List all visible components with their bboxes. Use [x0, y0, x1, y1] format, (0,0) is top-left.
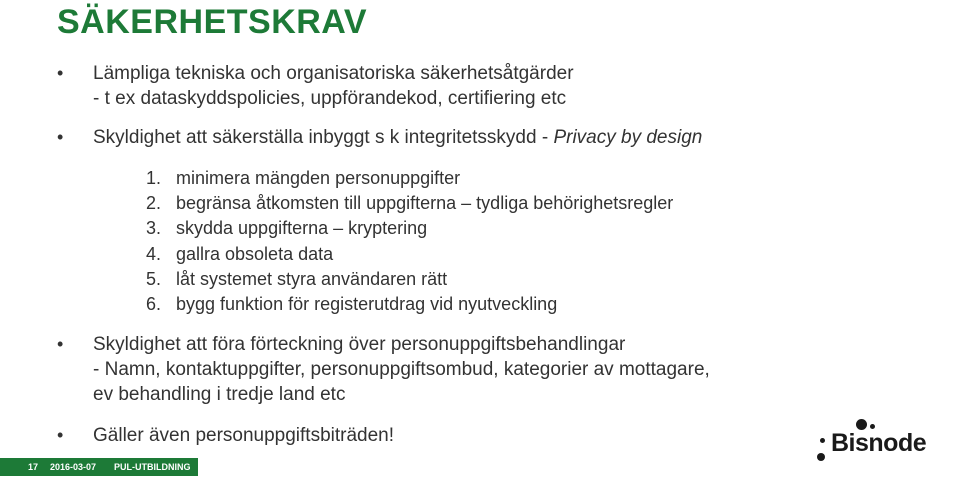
bullet-text: Gäller även personuppgiftsbiträden! [93, 425, 395, 446]
list-item: 4. gallra obsoleta data [146, 243, 334, 264]
bullet-processing-register [57, 332, 917, 407]
bullet-text-italic: Privacy by design [553, 127, 703, 148]
footer-date: 2016-03-07 [50, 462, 97, 472]
bullet-text: Skyldighet att föra förteckning över personuppgiftsbehandlingar [93, 334, 626, 355]
bullet-marker: • [57, 63, 64, 83]
footer-bar [0, 458, 198, 476]
bullet-marker: • [57, 334, 64, 354]
bullet-subtext: - Namn, kontaktuppgifter, personuppgiftsombud, kategorier av mottagare, [93, 359, 710, 380]
list-item: 1. minimera mängden personuppgifter [146, 168, 461, 188]
bullet-subtext: ev behandling i tredje land etc [93, 384, 346, 405]
list-item: 2. begränsa åtkomsten till uppgifterna – tydliga behörighetsregler [146, 193, 674, 214]
page-title: SÄKERHETSKRAV [57, 3, 368, 41]
bullet-security-measures [57, 61, 917, 111]
page-number: 17 [28, 462, 39, 472]
bullet-processors [57, 423, 917, 448]
footer-label: PUL-UTBILDNING [114, 462, 191, 472]
list-item: 3. skydda uppgifterna – kryptering [146, 218, 428, 239]
bullet-marker: • [57, 127, 64, 147]
bisnode-logo [812, 416, 932, 466]
bullet-privacy-by-design [57, 125, 917, 150]
list-item: 5. låt systemet styra användaren rätt [146, 268, 448, 289]
bullet-marker: • [57, 425, 64, 445]
logo-text: Bisnode [831, 429, 927, 457]
bullet-text: Lämpliga tekniska och organisatoriska säkerhetsåtgärder [93, 63, 574, 84]
list-item: 6. bygg funktion för registerutdrag vid nyutveckling [146, 294, 558, 315]
bullet-text: Skyldighet att säkerställa inbyggt s k integritetsskydd - [93, 127, 554, 148]
bullet-subtext: - t ex dataskyddspolicies, uppförandekod, certifiering etc [93, 88, 567, 109]
numbered-list [146, 166, 673, 317]
